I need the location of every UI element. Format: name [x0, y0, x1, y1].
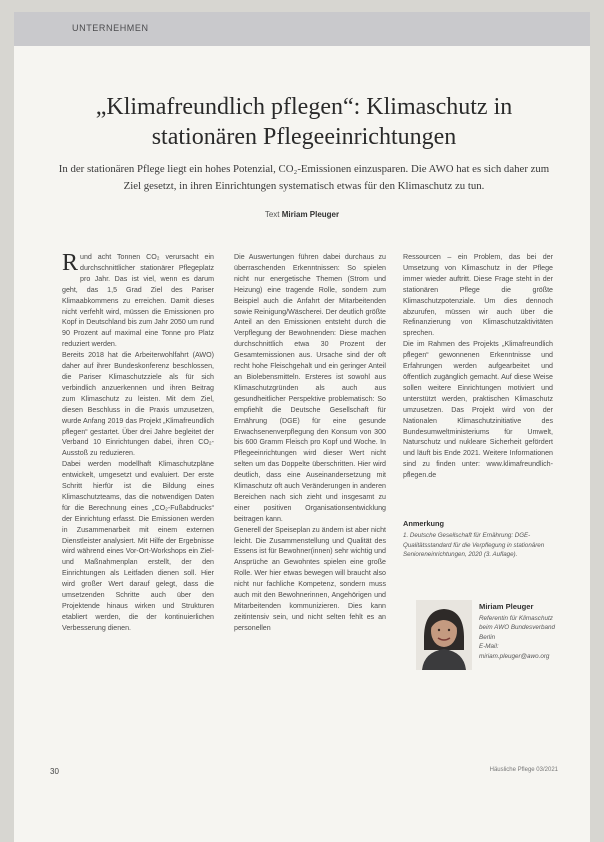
author-city: Berlin: [479, 633, 496, 641]
column-1-paragraph-2: Bereits 2018 hat die Arbeiterwohlfahrt (AWO) daher auf ihrer Bundeskonferenz beschlossen, die Pariser Klimaschutzziele als für sich verbindlich anzuerkennen und ihren Beitrag zum Klimaschutz zu leisten. Mit dem Ziel, diesen Beschluss in die Praxis umzusetzen, wurde Anfang 2019 das Projekt „Klimafreundlich pflegen“ gestartet. Über drei Jahre begleitet der Verband 10 Einrichtungen dabei, ihren CO₂-Ausstoß zu reduzieren.: [62, 351, 214, 458]
article-lead: In der stationären Pflege liegt ein hohes Potenzial, CO₂-Emissionen einzusparen. Die AWO hat es sich daher zum Ziel gesetzt, in ihren Einrichtungen systematisch etwas für den Klimaschutz zu tun.: [58, 163, 550, 192]
section-header-bar: [14, 12, 590, 46]
page-number: 30: [50, 767, 59, 776]
column-1-paragraph-1: und acht Tonnen CO₂ verursacht ein durchschnittlicher stationärer Pflegeplatz pro Jahr. Das ist viel, wenn es darum geht, das 1,5 Grad Ziel des Pariser Klimaabkommens zu erreichen. Damit dieses nicht verfehlt wird, müssen die Emissionen pro Kopf in Deutschland bis zum Jahr 2050 um rund 90 Prozent auf maximal eine Tonne pro Platz reduziert werden.: [62, 253, 214, 349]
author-role: Referentin für Klimaschutz beim AWO Bundesverband: [479, 615, 555, 632]
author-email: E-Mail: miriam.pleuger@awo.org: [479, 643, 550, 660]
note-text: 1. Deutsche Gesellschaft für Ernährung: DGE-Qualitätsstandard für die Verpflegung in stationären Senioreneinrichtungen, 2020 (3. Auflage).: [403, 532, 545, 559]
column-1-paragraph-3: Dabei werden modellhaft Klimaschutzpläne entwickelt, umgesetzt und evaluiert. Der erste Schritt hierfür ist die Bildung eines Klimaschutzteams, das die notwendigen Daten für die Berechnung eines „CO₂-Fußabdrucks“ der Einrichtung erfasst. Die Emissionen werden in Zusammenarbeit mit einem externen Dienstleister analysiert. Mit Hilfe der Ergebnisse wird während eines Vor-Ort-Workshops ein Ziel- und Maßnahmenplan erstellt, der den Einrichtungen als Leitfaden dienen soll. Hier wird großer Wert darauf gelegt, dass die umsetzenden Schritte auch über den Projektende hinaus wirken und Strukturen etabliert werden, die der kontinuierlichen Verbesserung dienen.: [62, 460, 214, 632]
byline-prefix: Text: [264, 210, 280, 219]
byline-author: Miriam Pleuger: [281, 210, 340, 219]
column-2-paragraph-1: Die Auswertungen führen dabei durchaus zu überraschenden Erkenntnissen: So spielen nicht nur energetische Themen (Strom und Heizung) eine tragende Rolle, sondern zum Beispiel auch die Anfahrt der Mitarbeitenden sowie Reinigung/Wäscherei. Der deutlich größte Anteil an den Emissionen entsteht durch die Verpflegung der Bewohnenden: Diese machen durchschnittlich etwa 30 Prozent der Gesamtemissionen aus. Ursache sind der oft recht hohe Fleischgehalt und ein geringer Anteil an Biolebensmitteln. Ersteres ist sowohl aus Klimaschutzgründen als auch aus gesundheitlicher Perspektive problematisch: So empfiehlt die Deutsche Gesellschaft für Ernährung (DGE) für eine gesunde Erwachsenenverpflegung den Konsum von 300 bis 600 Gramm Fleisch pro Kopf und Woche. In Pflegeeinrichtungen wird dieser Wert nicht selten um das Doppelte überschritten. Hier wird deutlich, dass eine Auseinandersetzung mit Klimaschutz oft auch Veränderungen in anderen Bereichen nach sich zieht und insgesamt zu einer positiven Organisationsentwicklung beitragen kann.: [234, 253, 386, 523]
article-column-3: [403, 252, 553, 482]
note-heading: Anmerkung: [403, 519, 445, 528]
drop-cap: R: [62, 252, 79, 276]
column-2-paragraph-2: Generell der Speiseplan zu ändern ist aber nicht leicht. Die Zusammenstellung und Qualität des Essens ist für Bewohner(innen) sehr wichtig und Ansprüche an Gewohntes spielen eine große Rolle. Wer hier etwas bewegen will braucht also nicht nur fachliche Kompetenz, sondern muss auch mit den Bewohnerinnen, Angehörigen und Mitarbeitenden kommunizieren. Dies kann zeitintensiv sein, und nicht selten fehlt es an personellen: [234, 525, 386, 632]
article-column-1: [62, 252, 214, 752]
author-name: Miriam Pleuger: [479, 602, 534, 611]
author-portrait-icon: [416, 600, 472, 670]
article-column-2: [234, 252, 386, 752]
section-label: UNTERNEHMEN: [72, 23, 149, 33]
author-info: [479, 614, 559, 661]
byline: [14, 210, 590, 219]
magazine-page: [14, 12, 590, 842]
author-photo: [416, 600, 472, 670]
article-title: „Klimafreundlich pflegen“: Klimaschutz in stationären Pflegeeinrichtungen: [95, 94, 513, 150]
column-3-paragraph-1: Ressourcen – ein Problem, das bei der Umsetzung von Klimaschutz in der Pflege immer wieder auftritt. Diese Frage steht in der stationären Pflege die größte Klimaschutzpotenziale. Um dies dennoch abzurufen, müssen wir auch über die Refinanzierung von Klimaschutzaktivitäten sprechen.: [403, 253, 553, 338]
column-3-paragraph-2: Die im Rahmen des Projekts „Klimafreundlich pflegen“ gewonnenen Erkenntnisse und Erfahrungen werden aufgearbeitet und öffentlich zugänglich gemacht. Auf diese Weise sollen weitere Einrichtungen motiviert und unterstützt werden, praktischen Klimaschutz umzusetzen. Das Projekt wird von der Nationalen Klimaschutzinitiative des Bundesumweltministeriums für Umwelt, Naturschutz und nukleare Sicherheit gefördert und läuft bis Ende 2021. Weitere Informationen sind zu finden unter: www.klimafreundlich-pflegen.de: [403, 340, 553, 480]
journal-name: Häusliche Pflege 03/2021: [489, 767, 558, 773]
